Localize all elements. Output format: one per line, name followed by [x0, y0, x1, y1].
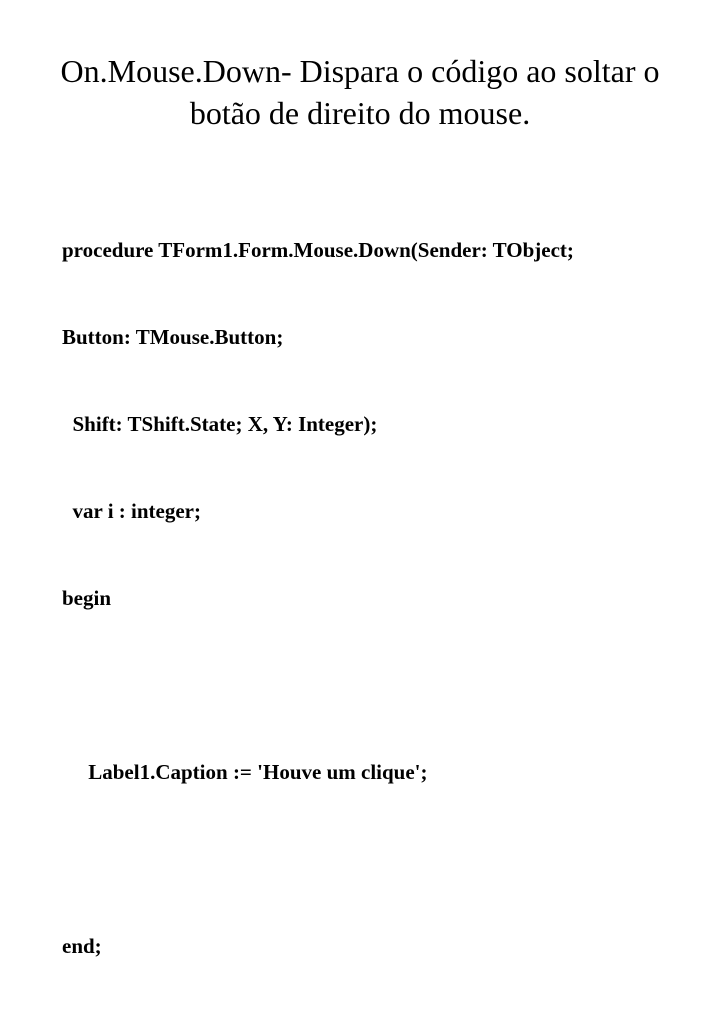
- code-line-end: end;: [62, 934, 102, 958]
- slide-title-line-2: botão de direito do mouse.: [189, 95, 531, 131]
- code-blank-line: [62, 845, 702, 874]
- slide-title-line-1: On.Mouse.Down- Dispara o código ao soltar o: [60, 53, 660, 89]
- code-line-var: var i : integer;: [62, 499, 201, 523]
- code-line-shift-param: Shift: TShift.State; X, Y: Integer);: [62, 412, 378, 436]
- code-block: [62, 178, 702, 1019]
- code-blank-line: [62, 671, 702, 700]
- code-line-caption: Label1.Caption := 'Houve um clique';: [62, 760, 428, 784]
- slide-title: [40, 50, 680, 134]
- code-line-button-param: Button: TMouse.Button;: [62, 325, 284, 349]
- code-line-begin: begin: [62, 586, 112, 610]
- code-line-procedure: procedure TForm1.Form.Mouse.Down(Sender: TObject;: [62, 238, 574, 262]
